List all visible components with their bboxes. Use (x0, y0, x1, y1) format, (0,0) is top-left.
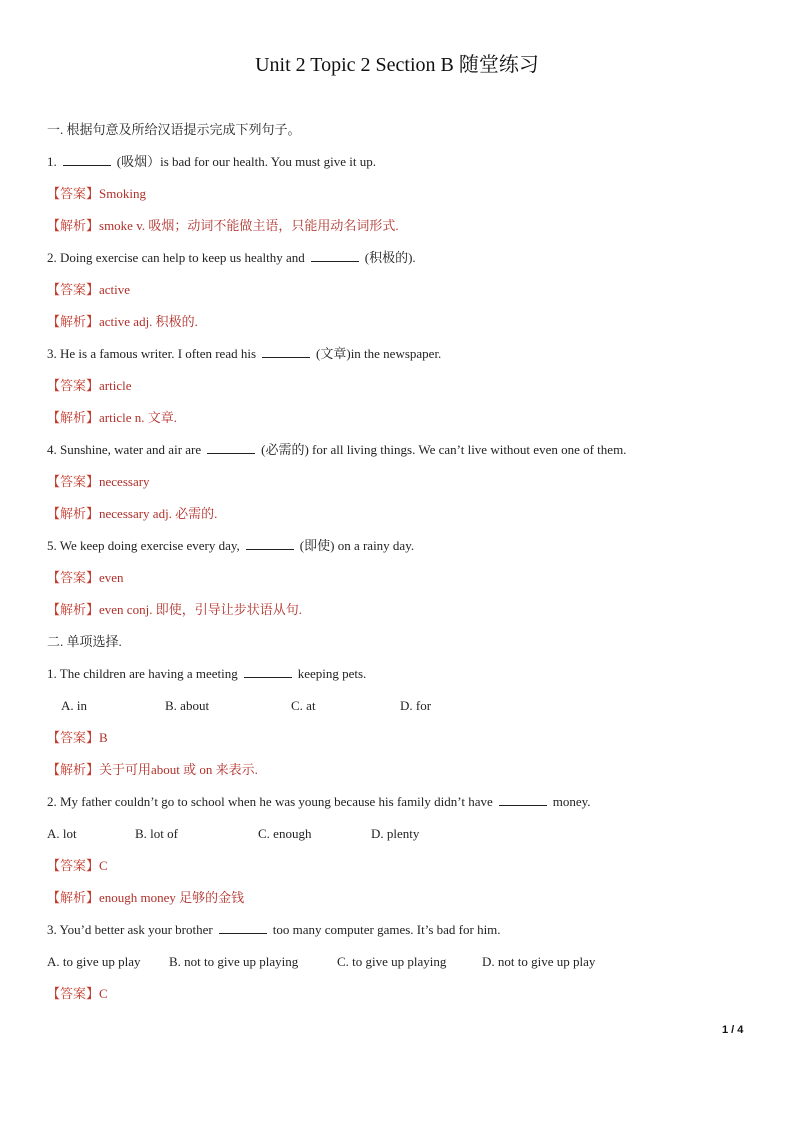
mc-options-2 (47, 822, 747, 854)
answer-blank (311, 247, 359, 262)
answer-4: 【答案】necessary (47, 474, 150, 489)
mc-answer-3: 【答案】C (47, 986, 108, 1001)
answer-blank (499, 791, 547, 806)
analysis-2: 【解析】active adj. 积极的. (47, 314, 198, 329)
answer-2: 【答案】active (47, 282, 131, 297)
mc-question-2: 2. My father couldn’t go to school when he was young because his family didn’t have money. (47, 790, 747, 822)
question-4: 4. Sunshine, water and air are (必需的) for all living things. We can’t live without even one of them. (47, 438, 747, 470)
answer-blank (63, 151, 111, 166)
answer-blank (219, 919, 267, 934)
worksheet-content (47, 118, 747, 1014)
answer-1: 【答案】Smoking (47, 186, 146, 201)
option-b: B. not to give up playing (169, 954, 299, 969)
option-c: C. to give up playing (337, 954, 447, 969)
question-1: 1. (吸烟）is bad for our health. You must give it up. (47, 150, 747, 182)
page-number: 1 / 4 (722, 1024, 744, 1036)
section-2-heading: 二. 单项选择. (47, 634, 122, 649)
option-a: A. to give up play (47, 954, 141, 969)
option-a: A. lot (47, 826, 77, 841)
answer-blank (207, 439, 255, 454)
answer-blank (244, 663, 292, 678)
mc-question-1: 1. The children are having a meeting keeping pets. (47, 662, 747, 694)
mc-options-3 (47, 950, 747, 982)
answer-5: 【答案】even (47, 570, 124, 585)
section-1-heading: 一. 根据句意及所给汉语提示完成下列句子。 (47, 122, 301, 137)
mc-analysis-1: 【解析】关于可用about 或 on 来表示. (47, 762, 258, 777)
question-5: 5. We keep doing exercise every day, (即使) on a rainy day. (47, 534, 747, 566)
option-c: C. enough (258, 826, 312, 841)
mc-answer-1: 【答案】B (47, 730, 108, 745)
option-a: A. in (61, 698, 87, 713)
page-title: Unit 2 Topic 2 Section B 随堂练习 (255, 54, 539, 76)
answer-3: 【答案】article (47, 378, 132, 393)
option-c: C. at (291, 698, 316, 713)
option-b: B. about (165, 698, 210, 713)
answer-blank (262, 343, 310, 358)
analysis-4: 【解析】necessary adj. 必需的. (47, 506, 218, 521)
option-d: D. not to give up play (482, 954, 596, 969)
question-3: 3. He is a famous writer. I often read his (文章)in the newspaper. (47, 342, 747, 374)
option-d: D. for (400, 698, 432, 713)
option-d: D. plenty (371, 826, 420, 841)
question-2: 2. Doing exercise can help to keep us healthy and (积极的). (47, 246, 747, 278)
option-b: B. lot of (135, 826, 178, 841)
mc-answer-2: 【答案】C (47, 858, 108, 873)
answer-blank (246, 535, 294, 550)
mc-options-1 (47, 694, 747, 726)
analysis-1: 【解析】smoke v. 吸烟；动词不能做主语，只能用动名词形式. (47, 218, 399, 233)
analysis-5: 【解析】even conj. 即使，引导让步状语从句. (47, 602, 302, 617)
mc-question-3: 3. You’d better ask your brother too many computer games. It’s bad for him. (47, 918, 747, 950)
mc-analysis-2: 【解析】enough money 足够的金钱 (47, 890, 245, 905)
analysis-3: 【解析】article n. 文章. (47, 410, 177, 425)
